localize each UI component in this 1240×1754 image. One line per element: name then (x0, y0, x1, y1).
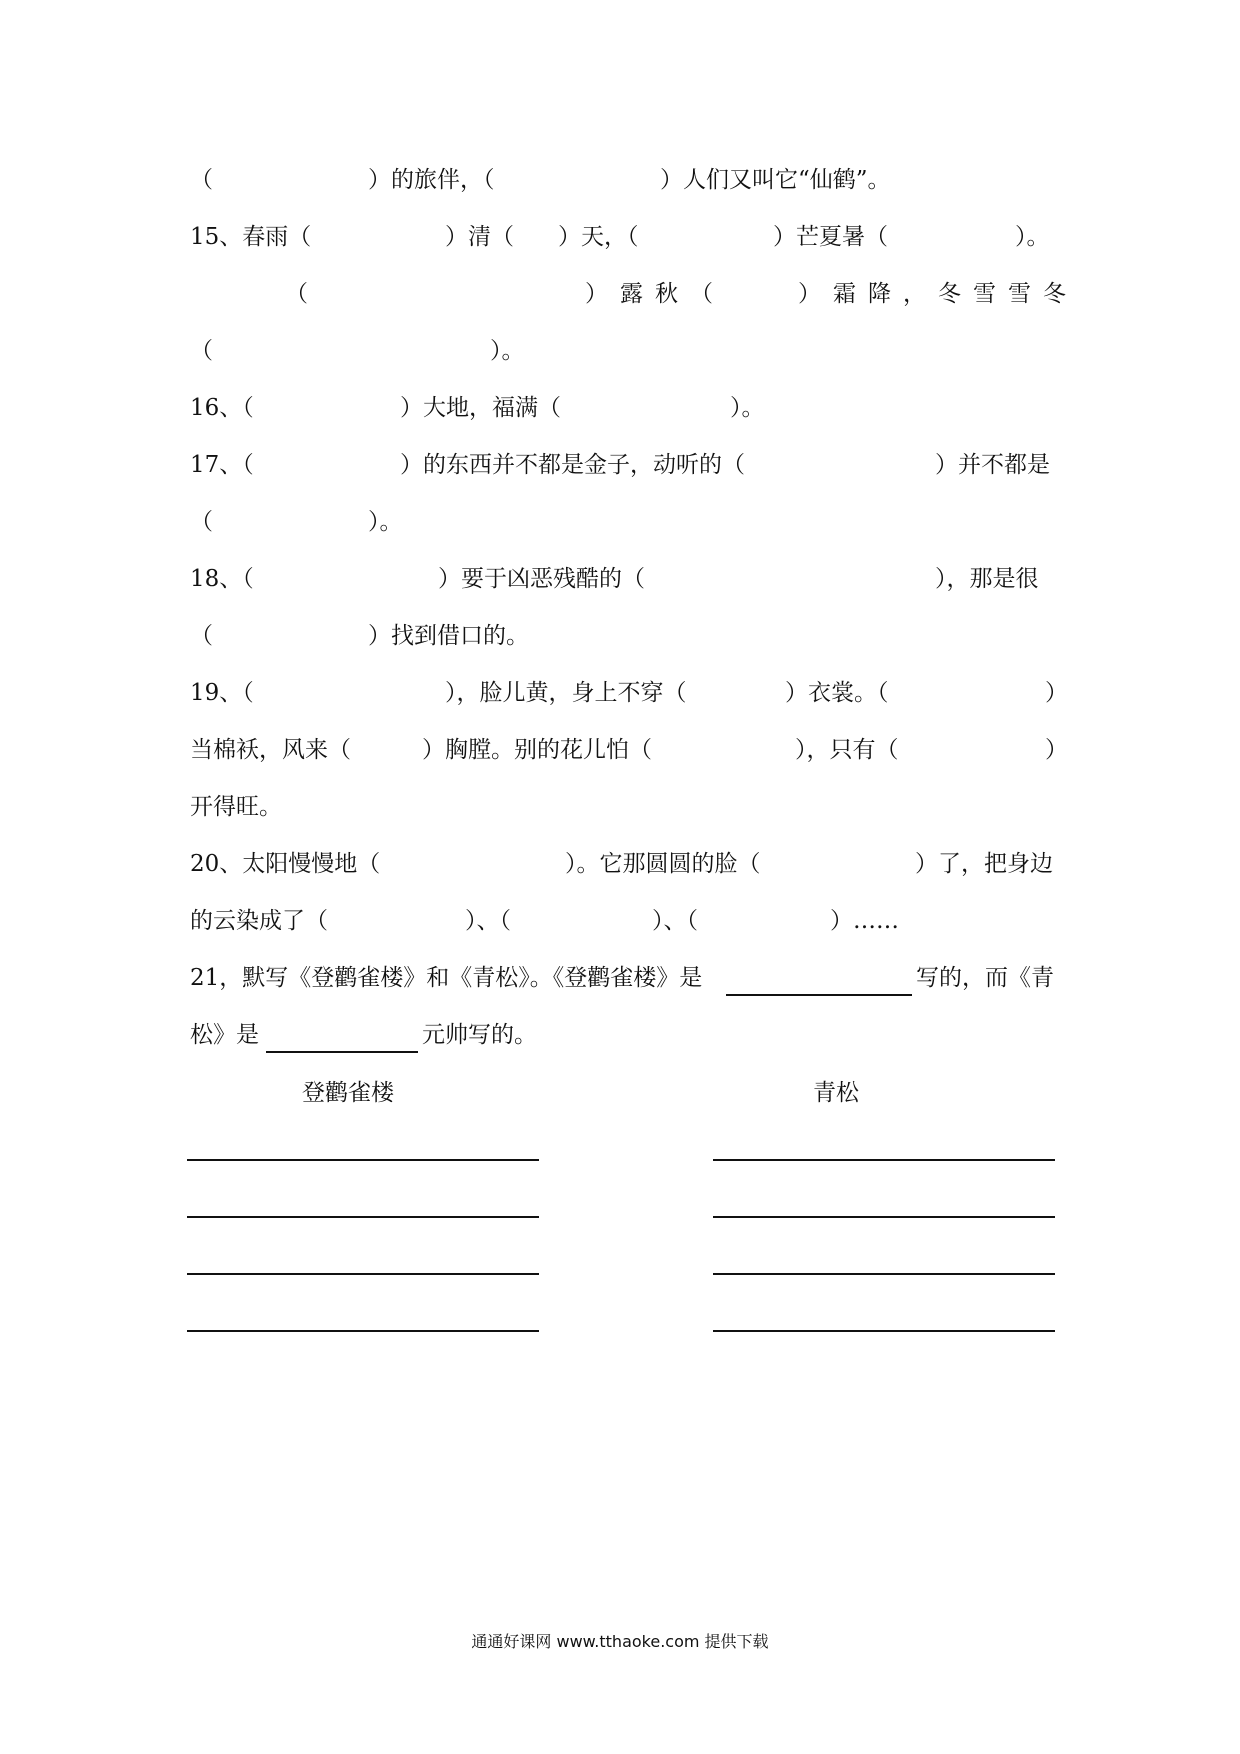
text-segment: ） (1045, 680, 1068, 706)
text-segment: 15、春雨（ (190, 224, 312, 250)
text-segment: 21，默写《登鹳雀楼》和《青松》。《登鹳雀楼》是 (190, 965, 703, 991)
text-segment: 20、太阳慢慢地（ (190, 851, 381, 877)
text-segment: ），那是很 (935, 566, 1039, 592)
text-segment: ）人们又叫它“仙鹤”。 (660, 167, 891, 193)
text-segment: ）清（ (445, 224, 514, 250)
text-segment: 的云染成了（ (190, 908, 328, 934)
poem-title-left: 登鹳雀楼 (302, 1080, 394, 1106)
text-segment: ），脸儿黄，身上不穿（ (445, 680, 687, 706)
text-segment: ）找到借口的。 (368, 623, 529, 649)
text-segment: ）。 (1015, 224, 1050, 250)
writing-line-right[interactable] (713, 1159, 1055, 1161)
item-15-line-3 (190, 331, 1060, 371)
text-segment: ）霜降，冬雪雪冬 (798, 281, 1078, 307)
text-segment: ）的东西并不都是金子，动听的（ (400, 452, 745, 478)
author-blank[interactable] (726, 994, 912, 996)
line-1 (190, 160, 1060, 200)
text-segment: （ (190, 623, 213, 649)
poem-title-right: 青松 (813, 1080, 859, 1106)
text-segment: ）芒夏暑（ (773, 224, 888, 250)
writing-line-left[interactable] (187, 1273, 539, 1275)
item-17-line-1 (190, 445, 1060, 485)
writing-line-right[interactable] (713, 1273, 1055, 1275)
text-segment: ）。 (730, 395, 765, 421)
item-20-line-1 (190, 844, 1060, 884)
text-segment: ）。 (368, 509, 403, 535)
text-segment: 18、（ (190, 566, 254, 592)
text-segment: 19、（ (190, 680, 254, 706)
text-segment: ）、（ (652, 908, 698, 934)
item-18-line-2 (190, 616, 1060, 656)
text-segment: （ (190, 509, 213, 535)
writing-line-left[interactable] (187, 1330, 539, 1332)
text-segment: ）、（ (465, 908, 511, 934)
text-segment: 写的，而《青 (916, 965, 1054, 991)
text-segment: ）天，（ (558, 224, 639, 250)
text-segment: ）胸膛。别的花儿怕（ (422, 737, 652, 763)
text-segment: 16、（ (190, 395, 254, 421)
text-segment: ）…… (830, 908, 899, 934)
text-segment: ）要于凶恶残酷的（ (438, 566, 645, 592)
item-21-line-2 (190, 1015, 1060, 1055)
text-segment: 17、（ (190, 452, 254, 478)
text-segment: ），只有（ (795, 737, 899, 763)
item-15-line-1 (190, 217, 1060, 257)
text-segment: 松》是 (190, 1022, 259, 1048)
text-segment: ）露秋（ (585, 281, 725, 307)
writing-line-left[interactable] (187, 1159, 539, 1161)
text-segment: （ (190, 167, 213, 193)
item-19-line-1 (190, 673, 1068, 713)
item-21-line-1 (190, 958, 1060, 998)
writing-line-left[interactable] (187, 1216, 539, 1218)
item-15-line-2 (190, 274, 1078, 314)
item-19-line-2 (190, 730, 1068, 770)
text-segment: ） (1045, 737, 1068, 763)
writing-line-right[interactable] (713, 1216, 1055, 1218)
text-segment: 元帅写的。 (422, 1022, 537, 1048)
writing-line-right[interactable] (713, 1330, 1055, 1332)
item-17-line-2 (190, 502, 1060, 542)
item-16 (190, 388, 1060, 428)
item-19-line-3 (190, 787, 1060, 827)
text-segment: （ (285, 281, 308, 307)
text-segment: ）大地，福满（ (400, 395, 561, 421)
text-segment: ）衣裳。（ (785, 680, 889, 706)
text-segment: （ (190, 338, 213, 364)
item-18-line-1 (190, 559, 1060, 599)
marshal-blank[interactable] (266, 1051, 418, 1053)
text-segment: ）并不都是 (935, 452, 1050, 478)
text-segment: ）。 (490, 338, 525, 364)
text-segment: 开得旺。 (190, 794, 282, 820)
text-segment: ）了，把身边 (915, 851, 1053, 877)
item-20-line-2 (190, 901, 1060, 941)
text-segment: ）。它那圆圆的脸（ (565, 851, 761, 877)
text-segment: 当棉袄，风来（ (190, 737, 351, 763)
text-segment: ）的旅伴，（ (368, 167, 495, 193)
footer-text: 通通好课网 www.tthaoke.com 提供下载 (471, 1632, 769, 1651)
